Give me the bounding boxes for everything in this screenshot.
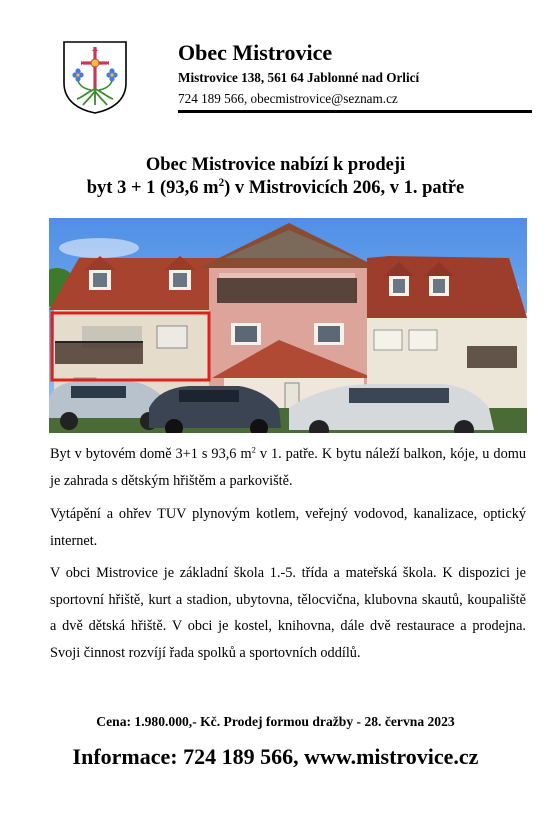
- building-photo: [49, 218, 527, 433]
- municipality-address: Mistrovice 138, 561 64 Jablonné nad Orlicí: [178, 70, 420, 85]
- listing-title-line-1: Obec Mistrovice nabízí k prodeji: [145, 155, 406, 175]
- header-divider: [178, 110, 532, 113]
- contact-info-line: Informace: 724 189 566, www.mistrovice.cz: [72, 744, 479, 769]
- coat-of-arms-icon: [61, 39, 129, 115]
- municipality-contact: 724 189 566, obecmistrovice@seznam.cz: [178, 91, 398, 106]
- description-paragraph-1: Byt v bytovém domě 3+1 s 93,6 $m^2$ v 1. patře. K bytu náleží balkon, kóje, u domu je zahrada s dětským hřištěm a parkoviště.: [50, 444, 526, 489]
- description-paragraph-3: V obci Mistrovice je základní škola 1.-5. třída a mateřská škola. K dispozici je sportovní hřiště, kurt a stadion, ubytovna, tělocvična, klubovna skautů, koupaliště a dvě dětská hřiště. V obci je kostel, knihovna, dále dvě restaurace a prodejna. Svoji činnost rozvíjí řada spolků a sportovních oddílů.: [50, 565, 526, 661]
- price-line: Cena: 1.980.000,- Kč. Prodej formou dražby - 28. června 2023: [96, 714, 455, 729]
- description-paragraph-2: Vytápění a ohřev TUV plynovým kotlem, veřejný vodovod, kanalizace, optický internet.: [50, 506, 526, 549]
- municipality-name: Obec Mistrovice: [178, 40, 333, 65]
- listing-title-line-2: byt 3 + 1 (93,6 $m^2$) v Mistrovicích 206, v 1. patře: [86, 176, 465, 198]
